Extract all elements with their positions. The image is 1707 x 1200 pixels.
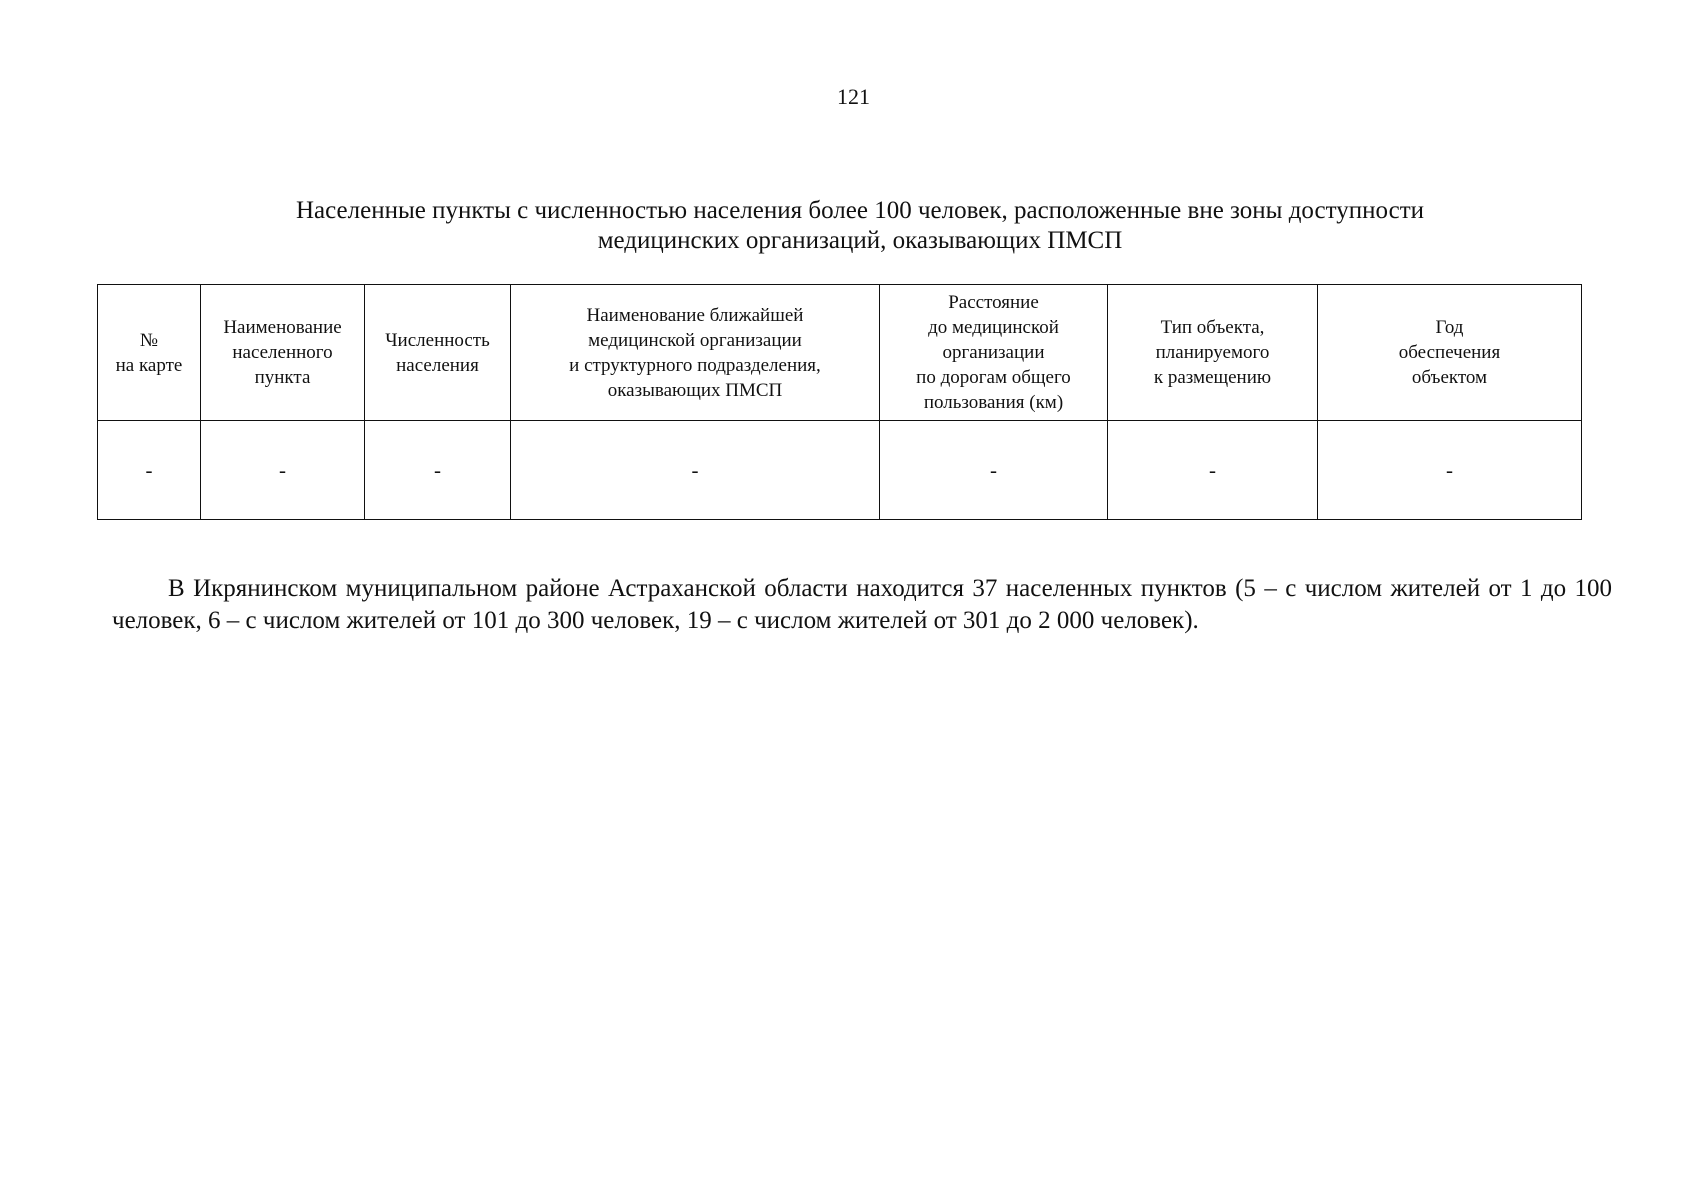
summary-paragraph: В Икрянинском муниципальном районе Астраханской области находится 37 населенных пунктов (5 – с числом жителей от 1 до 100 человек, 6 – с числом жителей от 101 до 300 человек, 19 – с числом жителей от 301 до 2 000 человек).: [112, 575, 1612, 634]
table-cell: -: [1108, 421, 1318, 520]
document-title: [160, 196, 1560, 256]
header-nearest-organization: Наименование ближайшей медицинской организации и структурного подразделения, оказывающих ПМСП: [511, 285, 880, 421]
header-settlement-name: Наименование населенного пункта: [201, 285, 365, 421]
table-header-row: [98, 285, 1582, 421]
table-row: [98, 421, 1582, 520]
header-population: Численность населения: [365, 285, 511, 421]
table-cell: -: [880, 421, 1108, 520]
table-cell: -: [365, 421, 511, 520]
header-object-type: Тип объекта, планируемого к размещению: [1108, 285, 1318, 421]
header-provision-year: Год обеспечения объектом: [1318, 285, 1582, 421]
table-cell: -: [1318, 421, 1582, 520]
page-number: 121: [837, 84, 870, 109]
table-cell: -: [201, 421, 365, 520]
header-map-number: № на карте: [98, 285, 201, 421]
document-title-line-1: Населенные пункты с численностью населения более 100 человек, расположенные вне зоны доступности: [295, 197, 1425, 224]
table-cell: -: [511, 421, 880, 520]
header-distance: Расстояние до медицинской организации по дорогам общего пользования (км): [880, 285, 1108, 421]
table-cell: -: [98, 421, 201, 520]
settlements-table: [97, 284, 1582, 520]
document-title-line-2: медицинских организаций, оказывающих ПМСП: [597, 227, 1123, 254]
